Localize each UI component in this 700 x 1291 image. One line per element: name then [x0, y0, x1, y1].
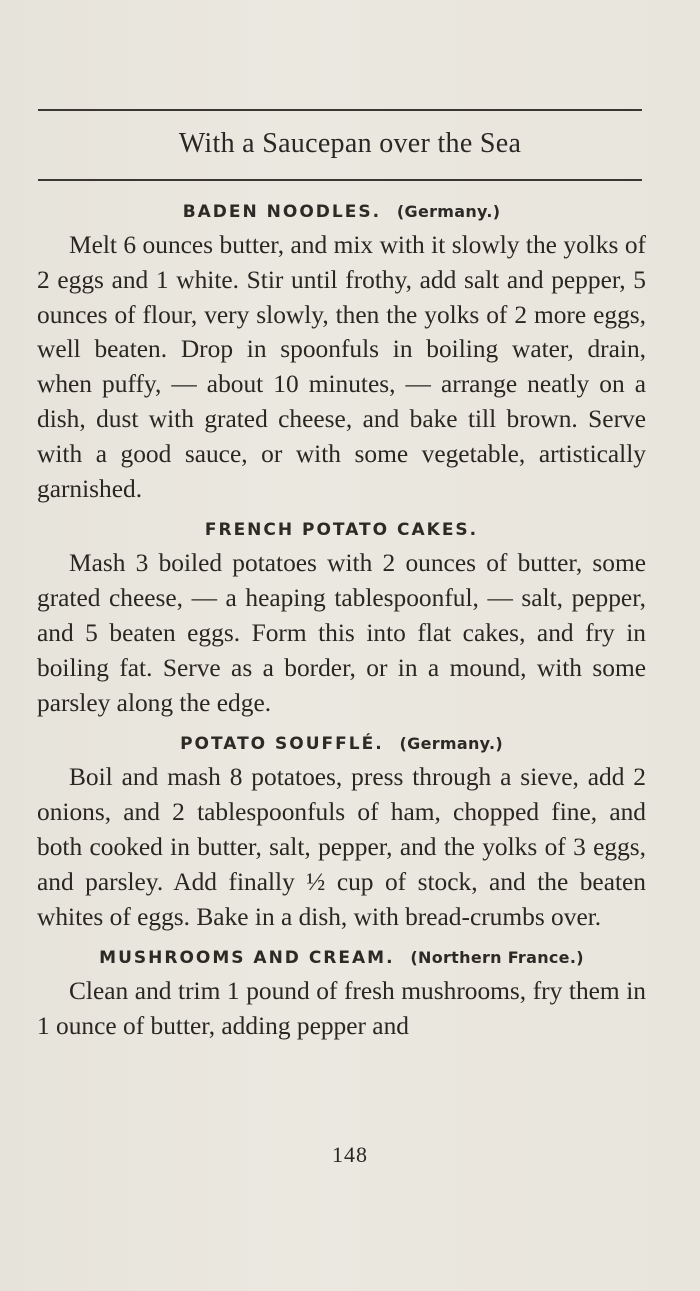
- recipe-text: Mash 3 boiled potatoes with 2 ounces of butter, some grated cheese, — a heaping tablespoonful, — salt, pepper, and 5 beaten eggs. Form this into flat cakes, and fry in boiling fat. Serve as a border, or in a mound, with some parsley along the edge.: [37, 549, 646, 717]
- recipe-title: BADEN NOODLES.: [182, 202, 382, 222]
- recipe-heading: [37, 202, 646, 222]
- recipe-text: Boil and mash 8 potatoes, press through a sieve, add 2 onions, and 2 tablespoonfuls of ham, chopped fine, and both cooked in butter, salt, pepper, and the yolks of 3 eggs, and parsley. Add finally ½ cup of stock, and the beaten whites of eggs. Bake in a dish, with bread-crumbs over.: [37, 763, 646, 931]
- header-rule-top: [38, 109, 642, 111]
- recipe-region: (Germany.): [396, 202, 501, 221]
- header-rule-bottom: [38, 179, 642, 181]
- recipe-heading: [37, 520, 646, 540]
- recipe-heading: [37, 948, 646, 968]
- recipe-title: FRENCH POTATO CAKES.: [204, 520, 479, 541]
- recipe-title: POTATO SOUFFLÉ.: [180, 734, 384, 755]
- recipe-text: Melt 6 ounces butter, and mix with it slowly the yolks of 2 eggs and 1 white. Stir until frothy, add salt and pepper, 5 ounces of flour, very slowly, then the yolks of 2 more eggs, well beaten. Drop in spoonfuls in boiling water, drain, when puffy, — about 10 minutes, — arrange neatly on a dish, dust with grated cheese, and bake till brown. Serve with a good sauce, or with some vegetable, artistically garnished.: [37, 231, 646, 503]
- recipe-mushrooms-and-cream: [37, 948, 646, 1044]
- recipe-title: MUSHROOMS AND CREAM.: [99, 948, 395, 969]
- recipe-french-potato-cakes: [37, 520, 646, 720]
- running-head: With a Saucepan over the Sea: [178, 128, 522, 159]
- recipe-text: Clean and trim 1 pound of fresh mushrooms, fry them in 1 ounce of butter, adding pepper and: [37, 977, 646, 1041]
- recipe-potato-souffle: [37, 734, 646, 934]
- recipe-baden-noodles: [37, 202, 646, 506]
- page-content: [37, 202, 646, 1058]
- recipe-heading: [37, 734, 646, 754]
- recipe-region: (Northern France.): [410, 948, 584, 968]
- page-number: 148: [332, 1142, 368, 1167]
- recipe-region: (Germany.): [399, 734, 503, 754]
